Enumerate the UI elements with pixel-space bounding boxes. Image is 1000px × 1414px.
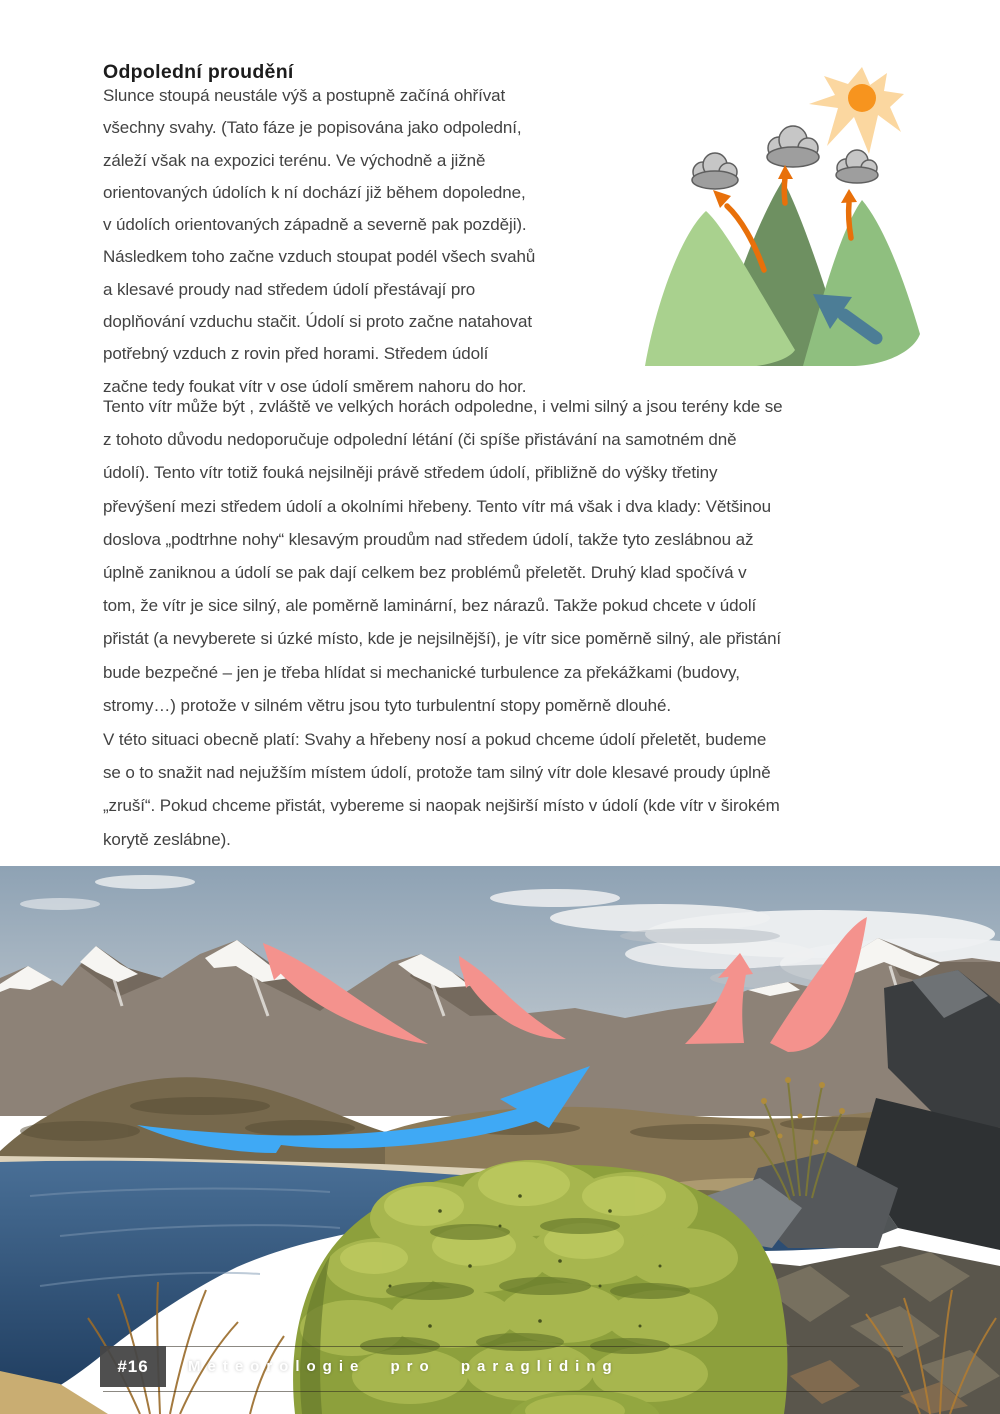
- text-line: a klesavé proudy nad středem údolí přestávají pro: [103, 279, 476, 299]
- page-title: Odpolední proudění: [103, 61, 294, 84]
- text-line: doslova „podtrhne nohy“ klesavým proudům nad středem údolí, takže tyto zeslábnou až: [103, 529, 754, 549]
- text-line: Tento vítr může být , zvláště ve velkých horách odpoledne, i velmi silný a jsou terény kde se: [103, 397, 783, 416]
- sun-icon: [809, 67, 904, 154]
- cloud-icon: [692, 153, 738, 189]
- text-line: korytě zeslábne).: [103, 829, 231, 849]
- text-line: orientovaných údolích k ní dochází již během dopoledne,: [103, 182, 526, 202]
- text-line: doplňování vzduchu stačit. Údolí si proto začne natahovat: [103, 312, 533, 332]
- body-paragraph: [103, 723, 915, 856]
- text-line: začne tedy foukat vítr v ose údolí směrem nahoru do hor.: [103, 376, 527, 396]
- footer-rule-top: [103, 1346, 903, 1347]
- landscape-photo: [0, 866, 1000, 1414]
- text-line: stromy…) protože v silném větru jsou tyto turbulentní stopy poměrně dlouhé.: [103, 695, 671, 715]
- footer-book-title: Meteorologie pro paragliding: [188, 1358, 619, 1375]
- text-line: přistát (a nevyberete si úzké místo, kde je nejsilnější), je vítr sice poměrně silný, ale přistání: [103, 629, 782, 649]
- footer-rule-bottom: [103, 1391, 903, 1392]
- landscape-photo-art: [0, 866, 1000, 1414]
- valley-wind-illustration: [643, 66, 928, 366]
- cloud-icon: [836, 150, 878, 183]
- text-line: tom, že vítr je sice silný, ale poměrně laminární, bez nárazů. Takže pokud chcete v údolí: [103, 596, 757, 616]
- cloud-icon: [767, 126, 819, 167]
- text-line: potřebný vzduch z rovin před horami. Středem údolí: [103, 344, 489, 364]
- text-line: se o to snažit nad nejužším místem údolí, protože tam silný vítr dole klesavé proudy úplně: [103, 763, 771, 783]
- text-line: záleží však na expozici terénu. Ve východně a jižně: [103, 150, 486, 170]
- text-line: „zruší“. Pokud chceme přistát, vybereme si naopak nejširší místo v údolí (kde vítr v širokém: [103, 796, 780, 816]
- text-line: bude bezpečné – jen je třeba hlídat si mechanické turbulence za překážkami (budovy,: [103, 662, 740, 682]
- text-line: v údolích orientovaných západně a severně pak později).: [103, 215, 527, 235]
- text-line: všechny svahy. (Tato fáze je popisována jako odpolední,: [103, 118, 522, 138]
- text-line: údolí). Tento vítr totiž fouká nejsilněji právě středem údolí, přibližně do výšky třetiny: [103, 463, 718, 483]
- text-line: z tohoto důvodu nedoporučuje odpolední létání (či spíše přistávání na samotném dně: [103, 430, 737, 450]
- text-line: Slunce stoupá neustále výš a postupně začíná ohřívat: [103, 86, 506, 105]
- intro-paragraph: [103, 80, 643, 403]
- text-line: Následkem toho začne vzduch stoupat podél všech svahů: [103, 247, 536, 267]
- text-line: úplně zaniknou a údolí se pak dají celkem bez problémů přeletět. Druhý klad spočívá v: [103, 563, 747, 583]
- page-number-badge: #16: [100, 1346, 166, 1387]
- text-line: V této situaci obecně platí: Svahy a hřebeny nosí a pokud chceme údolí přeletět, budeme: [103, 730, 767, 749]
- text-line: převýšení mezi středem údolí a okolními hřebeny. Tento vítr má však i dva klady: Většinou: [103, 496, 771, 516]
- body-paragraph: [103, 390, 915, 722]
